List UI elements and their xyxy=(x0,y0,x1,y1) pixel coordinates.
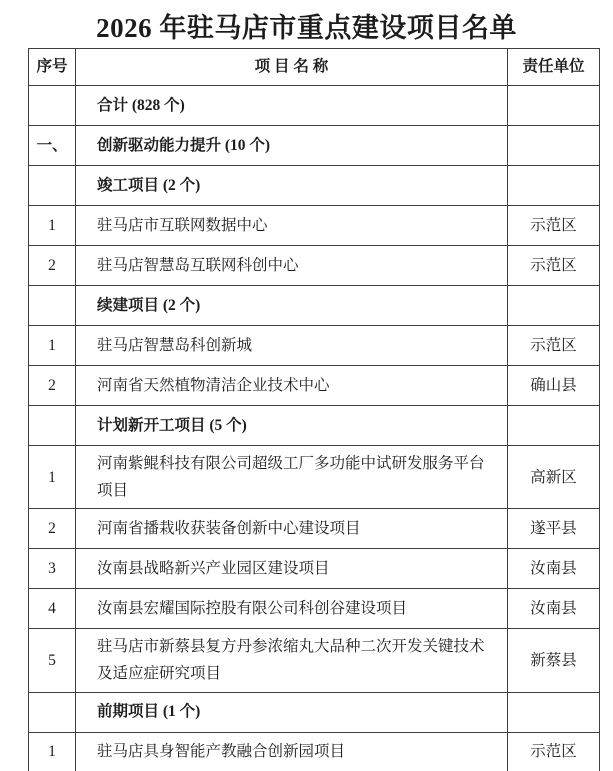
table-header-row xyxy=(29,49,600,86)
project-name-cell: 河南紫鲲科技有限公司超级工厂多功能中试研发服务平台项目 xyxy=(76,446,508,509)
project-name-cell: 河南省播栽收获装备创新中心建设项目 xyxy=(76,509,508,549)
responsible-unit-cell xyxy=(508,692,600,732)
table-row xyxy=(29,326,600,366)
table-row xyxy=(29,732,600,771)
serial-number-cell: 1 xyxy=(29,732,76,771)
section-row xyxy=(29,86,600,126)
table-row xyxy=(29,366,600,406)
project-name-cell: 驻马店市新蔡县复方丹参浓缩丸大品种二次开发关键技术及适应症研究项目 xyxy=(76,629,508,692)
project-name-cell: 竣工项目 (2 个) xyxy=(76,166,508,206)
project-name-cell: 创新驱动能力提升 (10 个) xyxy=(76,126,508,166)
project-name-cell: 汝南县宏耀国际控股有限公司科创谷建设项目 xyxy=(76,589,508,629)
project-name-cell: 续建项目 (2 个) xyxy=(76,286,508,326)
serial-number-cell xyxy=(29,166,76,206)
serial-number-cell xyxy=(29,86,76,126)
table-row xyxy=(29,246,600,286)
table-row xyxy=(29,509,600,549)
responsible-unit-cell: 确山县 xyxy=(508,366,600,406)
responsible-unit-cell: 遂平县 xyxy=(508,509,600,549)
project-name-cell: 前期项目 (1 个) xyxy=(76,692,508,732)
responsible-unit-cell: 新蔡县 xyxy=(508,629,600,692)
serial-number-cell: 4 xyxy=(29,589,76,629)
responsible-unit-cell: 示范区 xyxy=(508,732,600,771)
header-project-name: 项 目 名 称 xyxy=(76,49,508,86)
serial-number-cell: 1 xyxy=(29,326,76,366)
serial-number-cell: 2 xyxy=(29,246,76,286)
responsible-unit-cell: 汝南县 xyxy=(508,589,600,629)
section-row xyxy=(29,166,600,206)
project-name-cell: 驻马店具身智能产教融合创新园项目 xyxy=(76,732,508,771)
table-row xyxy=(29,629,600,692)
responsible-unit-cell: 示范区 xyxy=(508,246,600,286)
serial-number-cell: 5 xyxy=(29,629,76,692)
table-row xyxy=(29,446,600,509)
table-body xyxy=(29,86,600,771)
project-table xyxy=(28,48,600,771)
serial-number-cell: 1 xyxy=(29,206,76,246)
responsible-unit-cell: 汝南县 xyxy=(508,549,600,589)
table-row xyxy=(29,206,600,246)
section-row xyxy=(29,286,600,326)
serial-number-cell xyxy=(29,286,76,326)
project-name-cell: 驻马店市互联网数据中心 xyxy=(76,206,508,246)
project-name-cell: 合计 (828 个) xyxy=(76,86,508,126)
header-responsible-unit: 责任单位 xyxy=(508,49,600,86)
project-name-cell: 汝南县战略新兴产业园区建设项目 xyxy=(76,549,508,589)
table-header xyxy=(29,49,600,86)
section-row xyxy=(29,406,600,446)
responsible-unit-cell xyxy=(508,166,600,206)
serial-number-cell: 2 xyxy=(29,509,76,549)
responsible-unit-cell xyxy=(508,86,600,126)
serial-number-cell: 2 xyxy=(29,366,76,406)
section-row xyxy=(29,692,600,732)
responsible-unit-cell xyxy=(508,406,600,446)
project-name-cell: 驻马店智慧岛科创新城 xyxy=(76,326,508,366)
serial-number-cell xyxy=(29,406,76,446)
responsible-unit-cell: 示范区 xyxy=(508,206,600,246)
responsible-unit-cell: 高新区 xyxy=(508,446,600,509)
responsible-unit-cell xyxy=(508,286,600,326)
table-row xyxy=(29,549,600,589)
section-row xyxy=(29,126,600,166)
serial-number-cell: 1 xyxy=(29,446,76,509)
page-title: 2026 年驻马店市重点建设项目名单 xyxy=(96,13,517,43)
serial-number-cell: 一、 xyxy=(29,126,76,166)
serial-number-cell: 3 xyxy=(29,549,76,589)
header-serial-number: 序号 xyxy=(29,49,76,86)
project-name-cell: 河南省天然植物清洁企业技术中心 xyxy=(76,366,508,406)
responsible-unit-cell: 示范区 xyxy=(508,326,600,366)
responsible-unit-cell xyxy=(508,126,600,166)
project-name-cell: 驻马店智慧岛互联网科创中心 xyxy=(76,246,508,286)
project-name-cell: 计划新开工项目 (5 个) xyxy=(76,406,508,446)
table-row xyxy=(29,589,600,629)
serial-number-cell xyxy=(29,692,76,732)
